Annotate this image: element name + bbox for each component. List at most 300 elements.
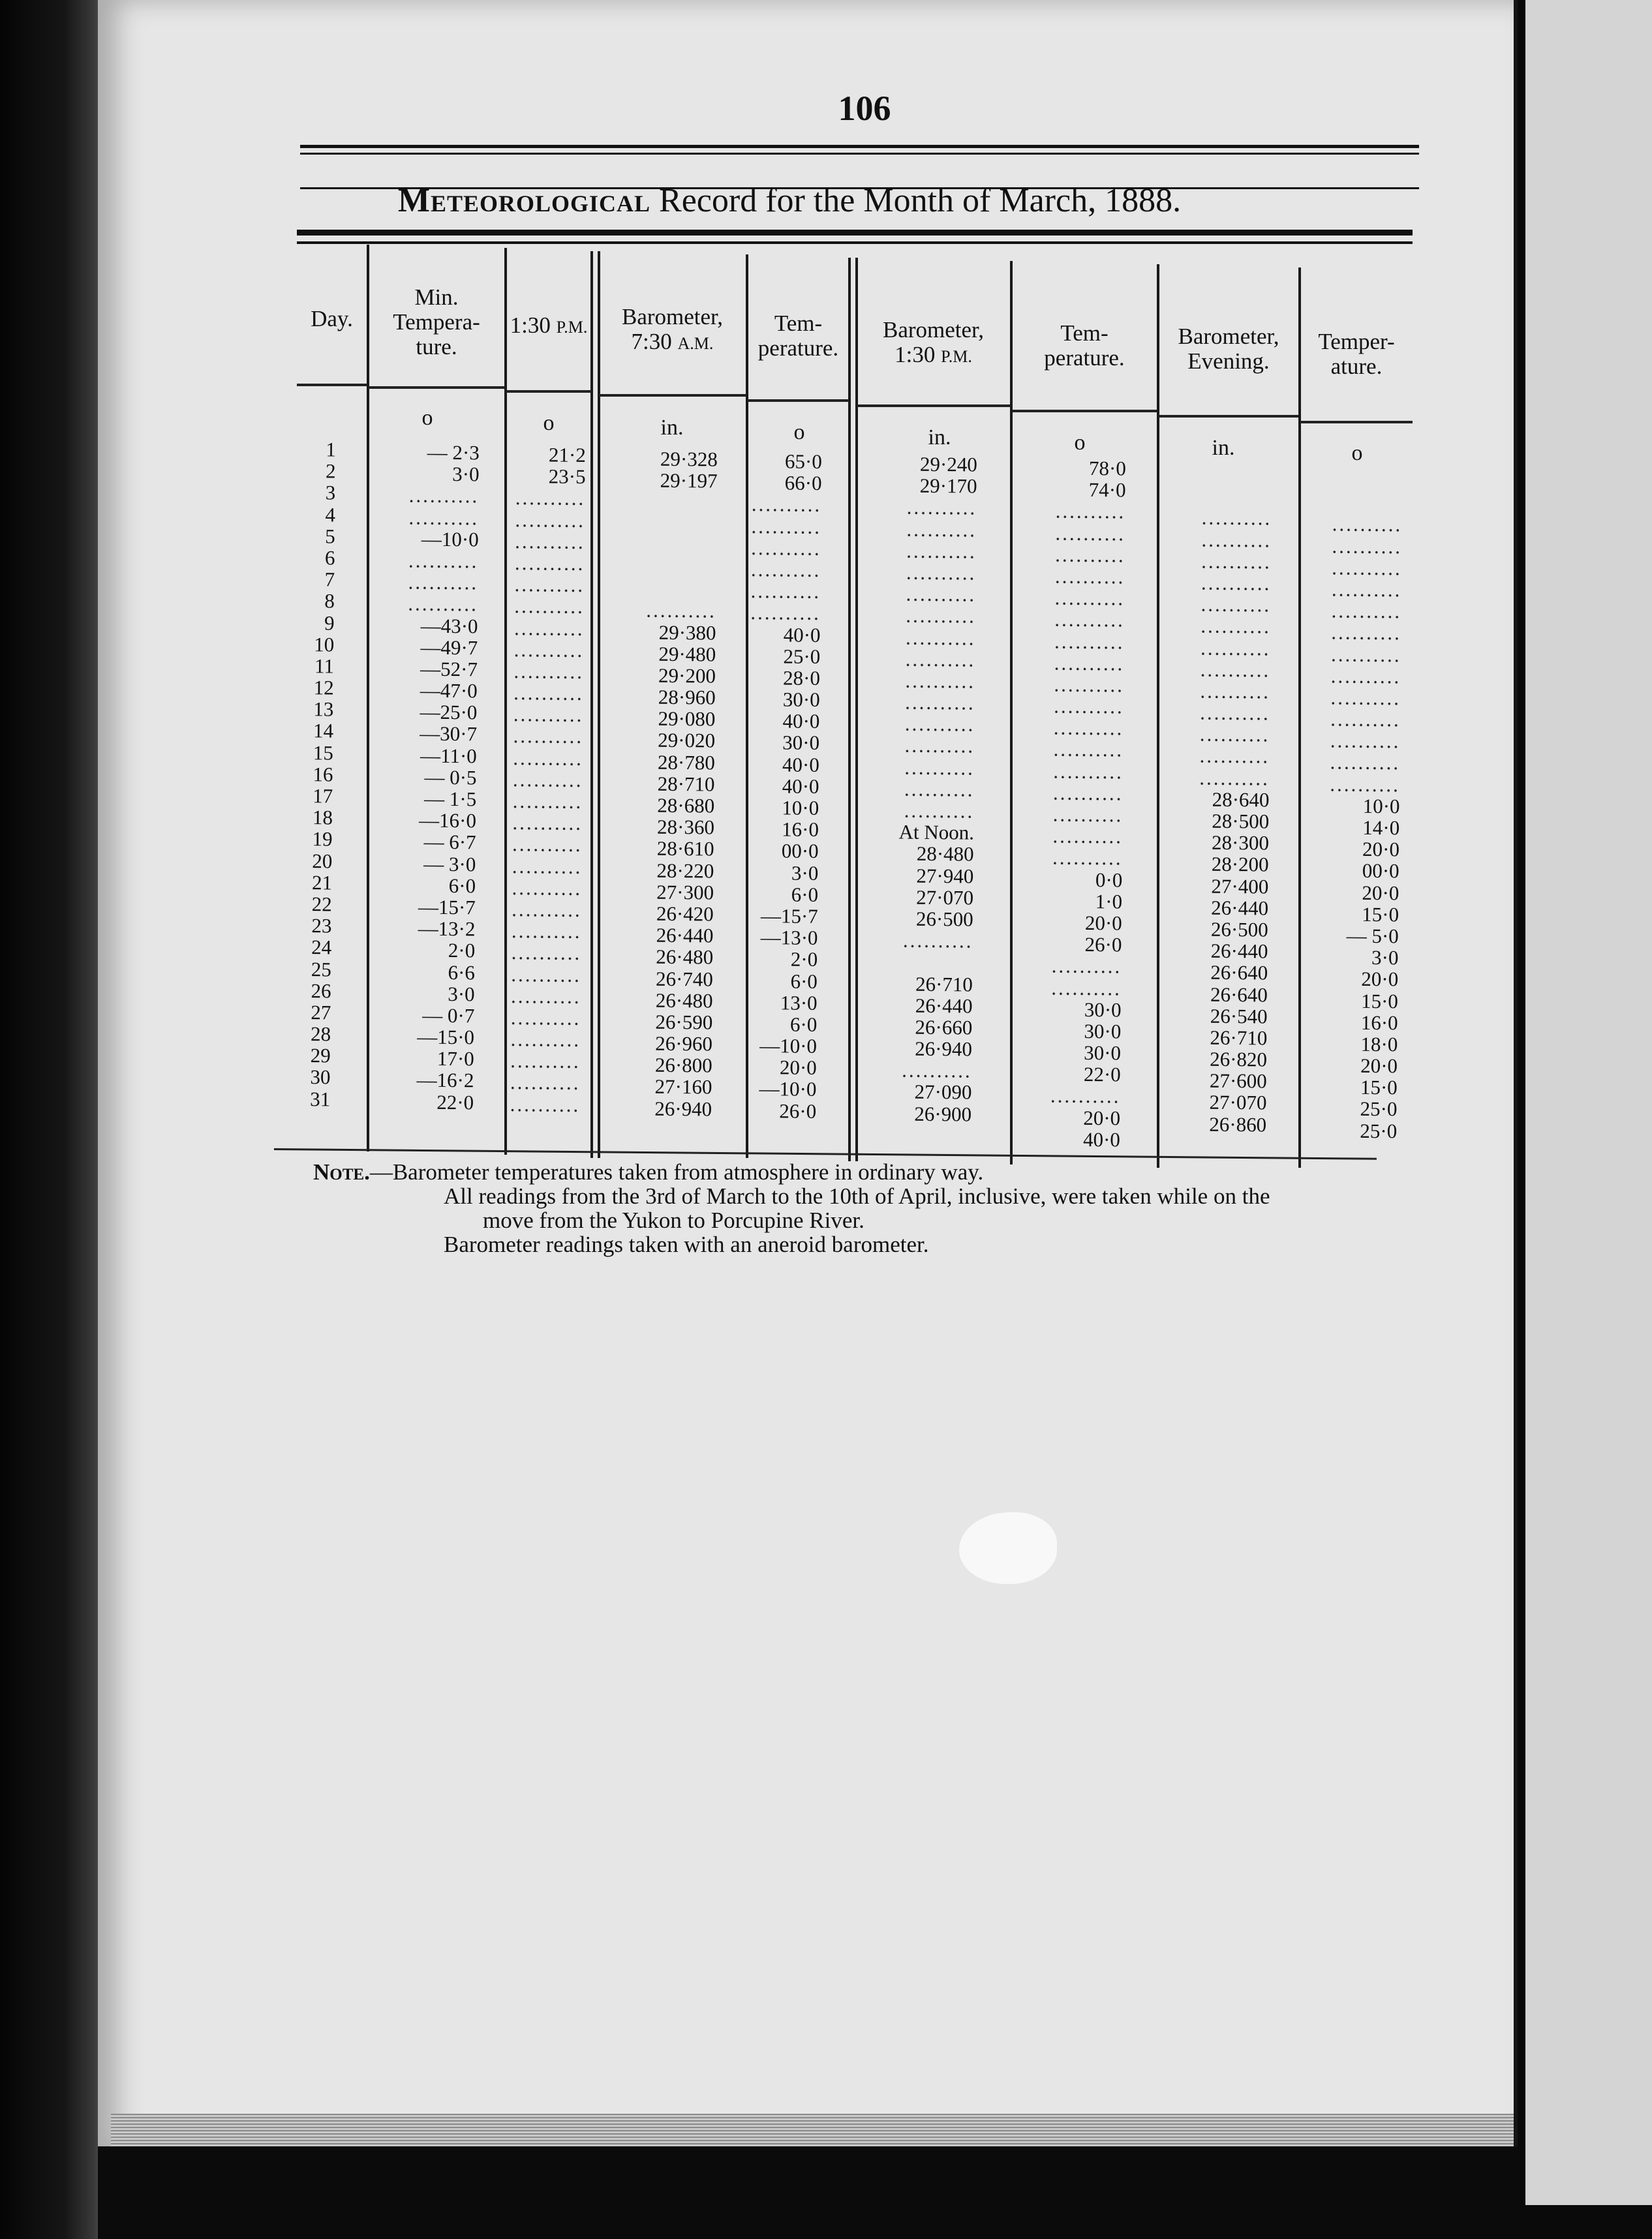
dotted-leader: .......... <box>1055 543 1125 567</box>
day-cell: 25 <box>311 957 332 981</box>
day-cell: 20 <box>312 849 333 873</box>
col-divider-3 <box>590 251 593 1158</box>
baro-evening-column <box>1154 463 1272 1135</box>
page-number: 106 <box>838 89 891 128</box>
header-temp-2: Tem- perature. <box>1044 320 1125 371</box>
dotted-leader: .......... <box>1053 716 1124 740</box>
min-temp-cell: — 0·5 <box>424 765 477 789</box>
min-temp-cell: —30·7 <box>420 722 478 746</box>
temp-3-cell: 20·0 <box>1362 838 1400 861</box>
title-smallcaps: Meteorological <box>397 182 651 219</box>
temp-1-cell: 30·0 <box>782 688 820 712</box>
temp-3-cell: 25·0 <box>1360 1097 1398 1121</box>
temp-3-cell: 20·0 <box>1362 881 1400 904</box>
unit-temp-1: o <box>793 420 805 444</box>
dotted-leader: .......... <box>1054 607 1125 632</box>
baro-pm-blank <box>855 951 973 973</box>
min-temp-cell: — 2·3 <box>427 440 480 465</box>
dotted-leader: .......... <box>906 517 977 541</box>
temp-3-cell: 3·0 <box>1371 946 1399 969</box>
baro-pm-cell: 26·710 <box>915 972 973 996</box>
temp-1-cell: 26·0 <box>779 1099 817 1123</box>
dotted-leader: .......... <box>1053 759 1124 784</box>
baro-pm-cell: 26·900 <box>914 1102 972 1126</box>
baro-evening-blank <box>1160 463 1272 486</box>
temp-1-cell: —15·7 <box>760 904 818 928</box>
temp-2-cell: 30·0 <box>1084 998 1122 1022</box>
baro-am-cell: 26·440 <box>656 923 714 947</box>
dotted-leader: .......... <box>511 919 582 943</box>
min-temp-cell: — 3·0 <box>423 852 476 876</box>
dotted-leader: .......... <box>1054 564 1125 588</box>
dotted-leader: .......... <box>1200 658 1271 682</box>
header-rule-9 <box>1300 421 1413 423</box>
dotted-leader: .......... <box>515 508 586 532</box>
dotted-leader: .......... <box>512 898 582 921</box>
temp-1-cell: 6·0 <box>790 969 818 993</box>
unit-min-temp: o <box>421 406 433 430</box>
header-rule-3 <box>506 390 591 393</box>
dotted-leader: .......... <box>514 573 585 597</box>
dotted-leader: .......... <box>1199 744 1270 768</box>
temp-3-cell: 18·0 <box>1360 1032 1398 1056</box>
baro-am-cell: 26·420 <box>656 902 714 926</box>
day-cell: 17 <box>313 784 333 808</box>
temp-3-cell: 00·0 <box>1362 859 1400 883</box>
baro-am-cell: 29·080 <box>658 707 716 731</box>
dotted-leader: .......... <box>1052 802 1124 827</box>
temp-3-blank <box>1302 470 1403 493</box>
dotted-leader: .......... <box>514 551 585 575</box>
t130-cell: 23·5 <box>548 465 586 489</box>
min-temp-cell: 6·6 <box>448 960 476 984</box>
dotted-leader: .......... <box>510 1071 581 1095</box>
header-temp-3: Temper- ature. <box>1318 329 1395 379</box>
dotted-leader: .......... <box>513 703 584 727</box>
dotted-leader: .......... <box>1201 571 1272 595</box>
dotted-leader: .......... <box>1052 824 1124 848</box>
dotted-leader: .......... <box>1054 630 1125 653</box>
dotted-leader: .......... <box>1201 528 1272 552</box>
day-cell: 19 <box>312 827 333 851</box>
baro-pm-cell: 26·500 <box>915 907 973 931</box>
dotted-leader: .......... <box>510 984 581 1008</box>
note-line-3: move from the Yukon to Porcupine River. <box>483 1208 864 1233</box>
dotted-leader: .......... <box>510 1049 581 1073</box>
header-130pm: 1:30 P.M. <box>510 312 588 338</box>
day-cell: 4 <box>325 502 336 526</box>
dotted-leader: .......... <box>1331 599 1402 623</box>
dotted-leader: .......... <box>1199 766 1270 790</box>
baro-am-blank <box>603 534 717 557</box>
temp-1-cell: 3·0 <box>791 861 819 885</box>
min-temp-cell: —15·7 <box>418 895 476 919</box>
day-cell: 1 <box>326 438 337 461</box>
baro-pm-cell: 28·480 <box>916 842 974 866</box>
temp-2-cell: 26·0 <box>1084 933 1122 956</box>
dotted-leader: .......... <box>904 777 975 801</box>
dotted-leader: .......... <box>1331 577 1402 602</box>
header-rule-5 <box>748 399 849 402</box>
baro-am-cell: 26·740 <box>655 967 714 990</box>
temp-3-column <box>1296 470 1403 1142</box>
min-temp-cell: — 0·7 <box>422 1003 475 1028</box>
dotted-leader: .......... <box>751 493 822 517</box>
t130-column <box>503 444 586 1116</box>
baro-am-cell: 29·020 <box>658 729 716 752</box>
dotted-leader: .......... <box>515 486 586 510</box>
baro-am-cell: 27·300 <box>656 880 714 904</box>
day-cell: 23 <box>311 914 332 937</box>
min-temp-cell: —47·0 <box>420 678 478 703</box>
temp-3-blank <box>1301 491 1402 514</box>
dotted-leader: .......... <box>1054 694 1124 718</box>
dotted-leader: .......... <box>1330 729 1401 753</box>
dotted-leader: .......... <box>906 603 976 628</box>
temp-1-cell: 40·0 <box>783 622 821 647</box>
dotted-leader: .......... <box>513 681 584 705</box>
dotted-leader: .......... <box>1200 636 1271 660</box>
min-temp-cell: — 6·7 <box>423 830 476 854</box>
day-cell: 27 <box>311 1001 331 1024</box>
day-cell: 24 <box>311 936 332 959</box>
min-temp-cell: —52·7 <box>420 657 478 681</box>
min-temp-cell: 22·0 <box>436 1090 474 1114</box>
baro-am-cell: 26·480 <box>656 945 714 969</box>
baro-pm-cell: 26·940 <box>915 1037 973 1061</box>
dotted-leader: .......... <box>1054 586 1125 610</box>
day-cell: 2 <box>325 459 336 483</box>
bottom-shadow <box>98 2146 1520 2239</box>
dotted-leader: .......... <box>1052 781 1124 805</box>
baro-am-cell: 28·610 <box>656 837 714 861</box>
dotted-leader: .......... <box>510 1028 581 1052</box>
dotted-leader: .......... <box>1201 592 1272 617</box>
dotted-leader: .......... <box>906 560 977 585</box>
min-temp-cell: —16·2 <box>416 1069 474 1092</box>
day-cell: 5 <box>325 525 335 548</box>
baro-evening-cell: 26·440 <box>1211 896 1269 920</box>
day-cell: 21 <box>311 870 333 894</box>
dotted-leader: .......... <box>1053 737 1124 761</box>
temp-2-cell: 0·0 <box>1095 868 1123 892</box>
dotted-leader: .......... <box>904 734 975 757</box>
dotted-leader: .......... <box>408 592 478 616</box>
temp-2-cell: 22·0 <box>1083 1063 1121 1086</box>
temp-1-cell: 25·0 <box>783 645 821 668</box>
dotted-leader: .......... <box>512 811 583 835</box>
dotted-leader: .......... <box>1054 651 1125 675</box>
dotted-leader: .......... <box>1330 772 1400 796</box>
baro-am-cell: 28·360 <box>656 815 715 839</box>
temp-1-cell: 40·0 <box>782 753 819 776</box>
baro-am-cell: 29·197 <box>660 468 718 493</box>
dotted-leader: .......... <box>1201 549 1272 573</box>
dotted-leader: .......... <box>1200 701 1270 725</box>
temp-2-cell: 30·0 <box>1084 1041 1122 1065</box>
header-baro-evening: Barometer, Evening. <box>1178 324 1279 374</box>
dotted-leader: .......... <box>510 1092 581 1116</box>
baro-am-cell: 29·200 <box>658 663 716 688</box>
dotted-leader: .......... <box>1055 499 1126 523</box>
dotted-leader: .......... <box>905 647 976 671</box>
dotted-leader: .......... <box>906 496 977 519</box>
top-rule-1 <box>300 145 1419 148</box>
baro-am-blank <box>603 491 717 513</box>
dotted-leader: .......... <box>904 755 975 780</box>
baro-pm-cell: At Noon. <box>898 820 975 844</box>
min-temp-cell: 2·0 <box>448 939 476 962</box>
dotted-leader: .......... <box>512 832 583 857</box>
dotted-leader: .......... <box>1051 954 1122 978</box>
min-temp-cell: —15·0 <box>417 1025 475 1049</box>
header-baro-am: Barometer, 7:30 A.M. <box>621 304 724 354</box>
dotted-leader: .......... <box>512 854 583 878</box>
day-cell: 18 <box>312 806 333 829</box>
day-cell: 26 <box>311 979 331 1003</box>
dotted-leader: .......... <box>906 582 977 606</box>
unit-baro-am: in. <box>660 416 684 440</box>
baro-pm-cell: 26·660 <box>915 1015 973 1039</box>
min-temp-cell: —49·7 <box>420 635 478 660</box>
note-line-2: All readings from the 3rd of March to the 10th of April, inclusive, were taken while on the <box>444 1183 1270 1209</box>
header-rule-4 <box>599 394 746 397</box>
unit-baro-evening: in. <box>1212 436 1235 460</box>
day-cell: 22 <box>311 892 332 916</box>
header-day: Day. <box>311 306 353 331</box>
dotted-leader: .......... <box>751 536 821 560</box>
min-temp-cell: —16·0 <box>418 808 477 832</box>
header-rule-6 <box>857 404 1010 407</box>
day-cell: 9 <box>324 611 335 634</box>
temp-2-cell: 78·0 <box>1088 456 1127 480</box>
temp-3-cell: 15·0 <box>1360 989 1399 1013</box>
dotted-leader: .......... <box>904 712 975 736</box>
temp-1-cell: 65·0 <box>784 449 823 473</box>
min-temp-cell: —43·0 <box>420 614 478 637</box>
dotted-leader: .......... <box>1330 750 1401 774</box>
dotted-leader: .......... <box>512 767 583 791</box>
paper-blot <box>959 1512 1057 1584</box>
temp-1-cell: 20·0 <box>779 1056 817 1080</box>
page-stack-edge <box>111 2114 1514 2150</box>
baro-am-cell: 29·328 <box>660 447 718 471</box>
dotted-leader: .......... <box>512 876 583 900</box>
day-cell: 31 <box>310 1087 331 1111</box>
temp-1-column <box>744 450 822 1122</box>
dotted-leader: .......... <box>1199 722 1270 746</box>
min-temp-cell: 17·0 <box>436 1047 474 1071</box>
baro-evening-cell: 26·640 <box>1210 982 1268 1006</box>
temp-1-cell: 6·0 <box>791 883 819 906</box>
dotted-leader: .......... <box>904 799 975 823</box>
min-temp-column <box>369 441 480 1113</box>
dotted-leader: .......... <box>1052 845 1123 870</box>
dotted-leader: .......... <box>511 941 582 965</box>
min-temp-cell: 3·0 <box>448 982 475 1006</box>
day-cell: 7 <box>324 568 335 591</box>
dotted-leader: .......... <box>510 1005 581 1029</box>
temp-1-cell: —13·0 <box>760 926 818 950</box>
baro-pm-cell: 26·440 <box>915 994 973 1018</box>
dotted-leader: .......... <box>1332 556 1402 580</box>
day-cell: 13 <box>313 697 334 721</box>
temp-3-cell: 20·0 <box>1361 967 1399 991</box>
dotted-leader: .......... <box>1201 614 1271 638</box>
day-cell: 8 <box>324 589 335 613</box>
baro-pm-cell: 27·940 <box>916 864 974 888</box>
header-min-temp: Min. Tempera- ture. <box>393 284 480 359</box>
header-rule-1 <box>297 384 367 386</box>
temp-1-cell: 13·0 <box>780 991 818 1014</box>
dotted-leader: .......... <box>1054 673 1125 697</box>
day-cell: 6 <box>324 546 335 570</box>
day-cell: 30 <box>310 1065 331 1089</box>
dotted-leader: .......... <box>514 594 585 618</box>
temp-3-cell: 16·0 <box>1360 1011 1398 1035</box>
baro-am-cell: 28·680 <box>657 793 715 817</box>
dotted-leader: .......... <box>902 928 973 952</box>
baro-am-cell: 28·220 <box>656 859 714 883</box>
dotted-leader: .......... <box>513 637 585 662</box>
temp-2-cell: 30·0 <box>1084 1019 1122 1043</box>
temp-2-cell: 40·0 <box>1082 1127 1121 1151</box>
baro-evening-cell: 26·440 <box>1210 939 1268 963</box>
dotted-leader: .......... <box>1332 512 1403 536</box>
day-cell: 3 <box>325 481 336 504</box>
baro-evening-cell: 27·600 <box>1209 1069 1267 1093</box>
dotted-leader: .......... <box>1330 642 1401 666</box>
temp-2-cell: 20·0 <box>1084 911 1122 935</box>
temp-1-cell: 16·0 <box>781 817 819 842</box>
dotted-leader: .......... <box>646 598 716 622</box>
dotted-leader: .......... <box>751 514 822 538</box>
baro-pm-cell: 29·170 <box>919 474 977 498</box>
unit-130pm: o <box>543 411 555 435</box>
baro-am-cell: 27·160 <box>654 1075 712 1099</box>
unit-baro-pm: in. <box>928 425 951 449</box>
temp-3-cell: — 5·0 <box>1346 924 1399 948</box>
baro-pm-cell: 29·240 <box>919 452 978 476</box>
dotted-leader: .......... <box>511 962 582 986</box>
min-temp-cell: —10·0 <box>421 527 479 551</box>
baro-evening-cell: 27·070 <box>1209 1091 1267 1114</box>
baro-evening-cell: 26·820 <box>1210 1047 1268 1071</box>
baro-evening-cell: 27·400 <box>1211 874 1269 898</box>
temp-3-cell: 14·0 <box>1362 815 1400 840</box>
temp-1-cell: 2·0 <box>790 947 818 971</box>
day-cell: 29 <box>310 1044 331 1067</box>
baro-am-cell: 26·960 <box>655 1031 713 1056</box>
dotted-leader: .......... <box>1330 686 1401 710</box>
header-baro-pm: Barometer, 1:30 P.M. <box>882 317 985 367</box>
day-cell: 16 <box>313 763 333 786</box>
col-divider-1 <box>367 245 369 1151</box>
day-cell: 15 <box>313 740 333 765</box>
header-rule-7 <box>1012 410 1157 412</box>
temp-2-cell: 1·0 <box>1095 889 1123 913</box>
facing-page-edge <box>1520 0 1652 2205</box>
baro-am-cell: 29·480 <box>658 642 716 666</box>
min-temp-cell: — 1·5 <box>423 787 477 811</box>
baro-evening-cell: 26·540 <box>1210 1004 1268 1028</box>
day-column <box>294 438 336 1110</box>
header-temp-1: Tem- perature. <box>757 311 839 361</box>
temp-2-cell: 74·0 <box>1088 478 1126 502</box>
baro-pm-column <box>854 453 977 1125</box>
dotted-leader: .......... <box>513 616 585 640</box>
dotted-leader: .......... <box>1051 976 1122 999</box>
dotted-leader: .......... <box>902 1058 972 1082</box>
dotted-leader: .......... <box>905 669 976 693</box>
min-temp-cell: 3·0 <box>452 463 480 486</box>
day-cell: 10 <box>314 632 335 656</box>
baro-evening-cell: 28·300 <box>1211 830 1270 855</box>
baro-am-cell: 26·590 <box>655 1010 713 1034</box>
baro-am-cell: 28·960 <box>658 685 716 709</box>
baro-am-column <box>598 448 718 1120</box>
baro-evening-cell: 26·710 <box>1210 1026 1268 1050</box>
day-cell: 28 <box>310 1022 331 1046</box>
header-rule-8 <box>1159 415 1298 418</box>
min-temp-cell: —11·0 <box>420 744 477 768</box>
baro-am-cell: 26·800 <box>654 1053 712 1077</box>
baro-am-cell: 28·710 <box>657 772 715 796</box>
min-temp-cell: —25·0 <box>420 700 478 724</box>
dotted-leader: .......... <box>515 529 585 553</box>
dotted-leader: .......... <box>750 557 821 581</box>
table-top-rule-1 <box>297 230 1413 236</box>
baro-evening-cell: 26·860 <box>1209 1112 1267 1136</box>
temp-1-cell: —10·0 <box>759 1077 817 1101</box>
baro-evening-blank <box>1159 485 1272 508</box>
dotted-leader: .......... <box>1200 679 1271 703</box>
baro-pm-cell: 27·090 <box>914 1080 972 1104</box>
dotted-leader: .......... <box>1331 620 1401 645</box>
baro-evening-cell: 28·200 <box>1211 853 1269 876</box>
title-rest: Record for the Month of March, 1888. <box>650 182 1182 219</box>
dotted-leader: .......... <box>1330 707 1401 731</box>
dotted-leader: .......... <box>1330 664 1401 688</box>
top-rule-2 <box>300 153 1419 155</box>
temp-1-cell: 66·0 <box>784 471 822 495</box>
dotted-leader: .......... <box>408 549 479 573</box>
temp-3-cell: 25·0 <box>1360 1119 1398 1142</box>
unit-temp-2: o <box>1074 431 1086 455</box>
baro-am-blank <box>602 577 716 600</box>
baro-evening-cell: 28·500 <box>1212 809 1270 833</box>
temp-2-cell: 20·0 <box>1083 1106 1121 1130</box>
temp-1-cell: 40·0 <box>782 709 820 733</box>
temp-3-cell: 20·0 <box>1360 1054 1398 1078</box>
dotted-leader: .......... <box>905 690 975 714</box>
temp-3-cell: 15·0 <box>1362 902 1400 926</box>
temp-1-cell: —10·0 <box>759 1034 818 1058</box>
note-label: Note. <box>313 1159 370 1185</box>
day-cell: 14 <box>313 719 334 742</box>
header-rule-2 <box>369 386 504 389</box>
baro-am-cell: 26·940 <box>654 1097 712 1121</box>
col-divider-5 <box>848 258 851 1161</box>
baro-am-blank <box>603 513 717 536</box>
min-temp-cell: 6·0 <box>448 874 476 898</box>
baro-am-cell: 29·380 <box>658 620 716 645</box>
dotted-leader: .......... <box>750 579 821 603</box>
min-temp-cell: —13·2 <box>418 917 476 941</box>
dotted-leader: .......... <box>1201 506 1272 530</box>
dotted-leader: .......... <box>513 659 585 683</box>
temp-1-cell: 40·0 <box>782 774 819 798</box>
